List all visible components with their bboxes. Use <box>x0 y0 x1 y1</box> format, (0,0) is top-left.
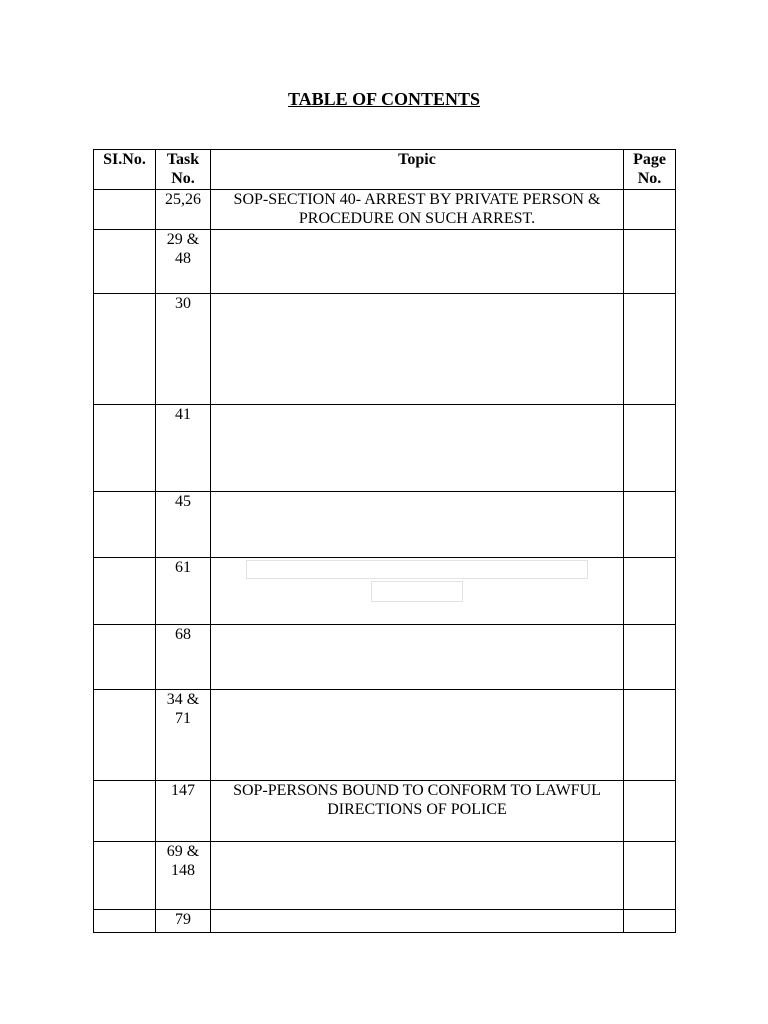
cell-page-no <box>624 781 676 842</box>
toc-table <box>93 149 676 933</box>
cell-page-no <box>624 558 676 625</box>
table-row <box>94 625 676 690</box>
table-row <box>94 405 676 492</box>
cell-sl-no <box>94 625 156 690</box>
cell-page-no <box>624 492 676 558</box>
cell-page-no <box>624 405 676 492</box>
table-row <box>94 558 676 625</box>
table-row <box>94 690 676 781</box>
cell-topic <box>211 690 624 781</box>
table-row <box>94 842 676 910</box>
cell-sl-no <box>94 190 156 230</box>
cell-task-no: 34 & 71 <box>156 690 211 781</box>
table-row <box>94 294 676 405</box>
cell-topic: SOP-SECTION 40- ARREST BY PRIVATE PERSON & PROCEDURE ON SUCH ARREST. <box>211 190 624 230</box>
table-row <box>94 492 676 558</box>
cell-task-no: 68 <box>156 625 211 690</box>
cell-task-no: 41 <box>156 405 211 492</box>
cell-page-no <box>624 230 676 294</box>
header-sl-no: SI.No. <box>94 150 156 190</box>
table-row <box>94 781 676 842</box>
table-header-row <box>94 150 676 190</box>
cell-topic <box>211 558 624 625</box>
cell-sl-no <box>94 230 156 294</box>
cell-task-no: 25,26 <box>156 190 211 230</box>
cell-topic <box>211 492 624 558</box>
cell-page-no <box>624 294 676 405</box>
table-row <box>94 910 676 933</box>
cell-sl-no <box>94 405 156 492</box>
cell-sl-no <box>94 294 156 405</box>
cell-sl-no <box>94 781 156 842</box>
cell-topic <box>211 625 624 690</box>
cell-topic: SOP-PERSONS BOUND TO CONFORM TO LAWFUL DIRECTIONS OF POLICE <box>211 781 624 842</box>
cell-sl-no <box>94 690 156 781</box>
blank-text-box <box>371 581 463 602</box>
cell-sl-no <box>94 558 156 625</box>
cell-topic <box>211 405 624 492</box>
cell-sl-no <box>94 842 156 910</box>
cell-task-no: 79 <box>156 910 211 933</box>
cell-task-no: 147 <box>156 781 211 842</box>
cell-topic <box>211 294 624 405</box>
cell-task-no: 45 <box>156 492 211 558</box>
cell-topic <box>211 230 624 294</box>
cell-page-no <box>624 842 676 910</box>
cell-sl-no <box>94 910 156 933</box>
cell-task-no: 69 & 148 <box>156 842 211 910</box>
header-task-no: Task No. <box>156 150 211 190</box>
cell-topic <box>211 910 624 933</box>
cell-page-no <box>624 910 676 933</box>
header-topic: Topic <box>211 150 624 190</box>
cell-topic <box>211 842 624 910</box>
cell-task-no: 30 <box>156 294 211 405</box>
cell-page-no <box>624 625 676 690</box>
cell-task-no: 61 <box>156 558 211 625</box>
document-title: TABLE OF CONTENTS <box>287 89 481 109</box>
blank-text-box <box>246 560 588 579</box>
cell-page-no <box>624 190 676 230</box>
header-page-no: Page No. <box>624 150 676 190</box>
cell-task-no: 29 & 48 <box>156 230 211 294</box>
table-row <box>94 190 676 230</box>
table-row <box>94 230 676 294</box>
cell-sl-no <box>94 492 156 558</box>
cell-page-no <box>624 690 676 781</box>
